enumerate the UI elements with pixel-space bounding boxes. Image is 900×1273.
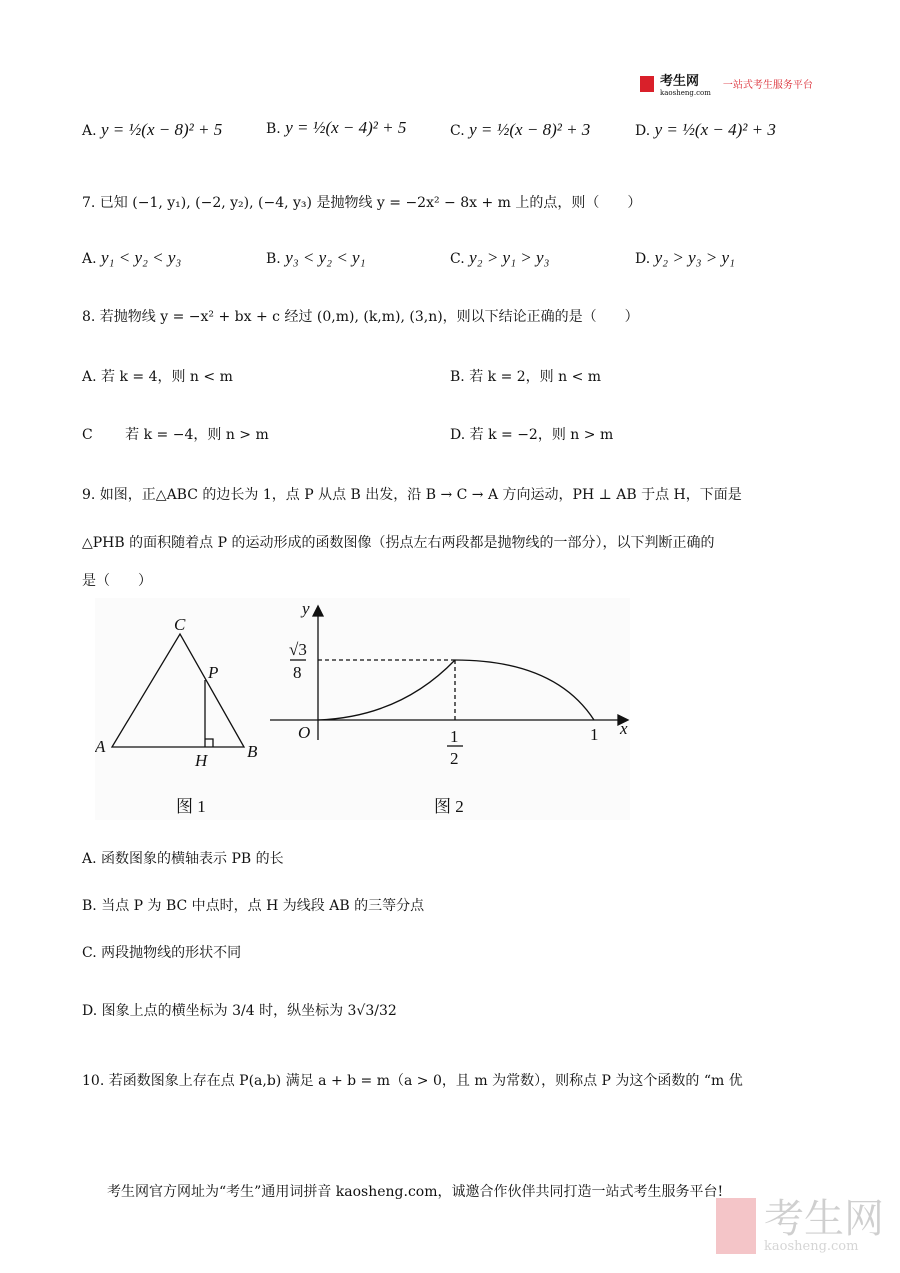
q9-stem-line1: 9. 如图，正△ABC 的边长为 1，点 P 从点 B 出发，沿 B → C → A 方向运动，PH ⊥ AB 于点 H，下面是 — [82, 487, 742, 503]
watermark-url: kaosheng.com — [764, 1238, 859, 1254]
header-logo — [640, 70, 813, 97]
q6-option-b: B. y = ½(x − 4)² + 5 — [266, 118, 407, 137]
q6-option-a: A. y = ½(x − 8)² + 5 — [82, 120, 223, 139]
curve-left — [318, 660, 455, 720]
q7-option-b: B. y₃ < y₂ < y₁ — [266, 248, 366, 267]
label-h: H — [195, 751, 208, 770]
label-c: C — [174, 615, 186, 634]
curve-right — [455, 660, 594, 720]
logo-url: kaosheng.com — [660, 89, 711, 97]
label-p: P — [208, 663, 219, 682]
triangle-abc — [112, 634, 244, 747]
q7-stem: 7. 已知 (−1, y₁), (−2, y₂), (−4, y₃) 是抛物线 y = −2x² − 8x + m 上的点，则（ ） — [82, 195, 642, 211]
label-b: B — [247, 742, 258, 761]
q7-option-d: D. y₂ > y₃ > y₁ — [635, 248, 735, 267]
q8-stem: 8. 若抛物线 y = −x² + bx + c 经过 (0,m), (k,m), (3,n)，则以下结论正确的是（ ） — [82, 309, 639, 325]
ytick-denominator: 8 — [293, 663, 302, 682]
right-angle-mark — [205, 739, 213, 747]
label-a: A — [95, 737, 106, 756]
q9-stem-line2: △PHB 的面积随着点 P 的运动形成的函数图像（拐点左右两段都是抛物线的一部分），以下判断正确的 — [82, 535, 715, 551]
xtick-numerator: 1 — [450, 727, 459, 746]
ytick-numerator: √3 — [289, 640, 307, 659]
q9-figure — [95, 598, 630, 820]
y-axis-arrow-icon — [313, 606, 323, 616]
q8-option-a: A. 若 k = 4，则 n < m — [82, 369, 233, 385]
q10-stem: 10. 若函数图象上存在点 P(a,b) 满足 a + b = m（a > 0，且 m 为常数），则称点 P 为这个函数的 “m 优 — [82, 1073, 743, 1089]
q9-option-b: B. 当点 P 为 BC 中点时，点 H 为线段 AB 的三等分点 — [82, 898, 425, 914]
q8-option-b: B. 若 k = 2，则 n < m — [450, 369, 602, 385]
q9-option-a: A. 函数图象的横轴表示 PB 的长 — [82, 851, 284, 867]
q7-option-a: A. y₁ < y₂ < y₃ — [82, 248, 182, 267]
label-x: x — [620, 719, 628, 738]
q9-option-c: C. 两段抛物线的形状不同 — [82, 945, 242, 961]
logo-slogan: 一站式考生服务平台 — [722, 80, 813, 91]
q7-option-c: C. y₂ > y₁ > y₃ — [450, 248, 550, 267]
footer-text: 考生网官方网址为“考生”通用词拼音 kaosheng.com，诚邀合作伙伴共同打造一站式考生服务平台! — [107, 1184, 724, 1200]
watermark — [716, 1195, 884, 1254]
q6-option-c: C. y = ½(x − 8)² + 3 — [450, 120, 591, 139]
q9-stem-line3: 是（ ） — [82, 573, 152, 589]
logo-icon — [640, 76, 654, 92]
figure1-caption: 图 1 — [176, 797, 206, 816]
xtick-denominator: 2 — [450, 749, 459, 768]
q9-option-d: D. 图象上点的横坐标为 3/4 时，纵坐标为 3√3/32 — [82, 1003, 397, 1019]
q9-figure-svg — [95, 598, 630, 820]
watermark-name: 考生网 — [764, 1195, 884, 1242]
q8-option-c: C 若 k = −4，则 n > m — [82, 427, 269, 443]
q8-option-d: D. 若 k = −2，则 n > m — [450, 427, 614, 443]
q6-option-d: D. y = ½(x − 4)² + 3 — [635, 120, 776, 139]
figure2-caption: 图 2 — [434, 797, 464, 816]
xtick-one: 1 — [590, 725, 599, 744]
logo-name: 考生网 — [660, 74, 700, 89]
label-origin: O — [298, 723, 311, 742]
label-y: y — [302, 599, 310, 618]
watermark-logo-icon — [716, 1198, 756, 1254]
